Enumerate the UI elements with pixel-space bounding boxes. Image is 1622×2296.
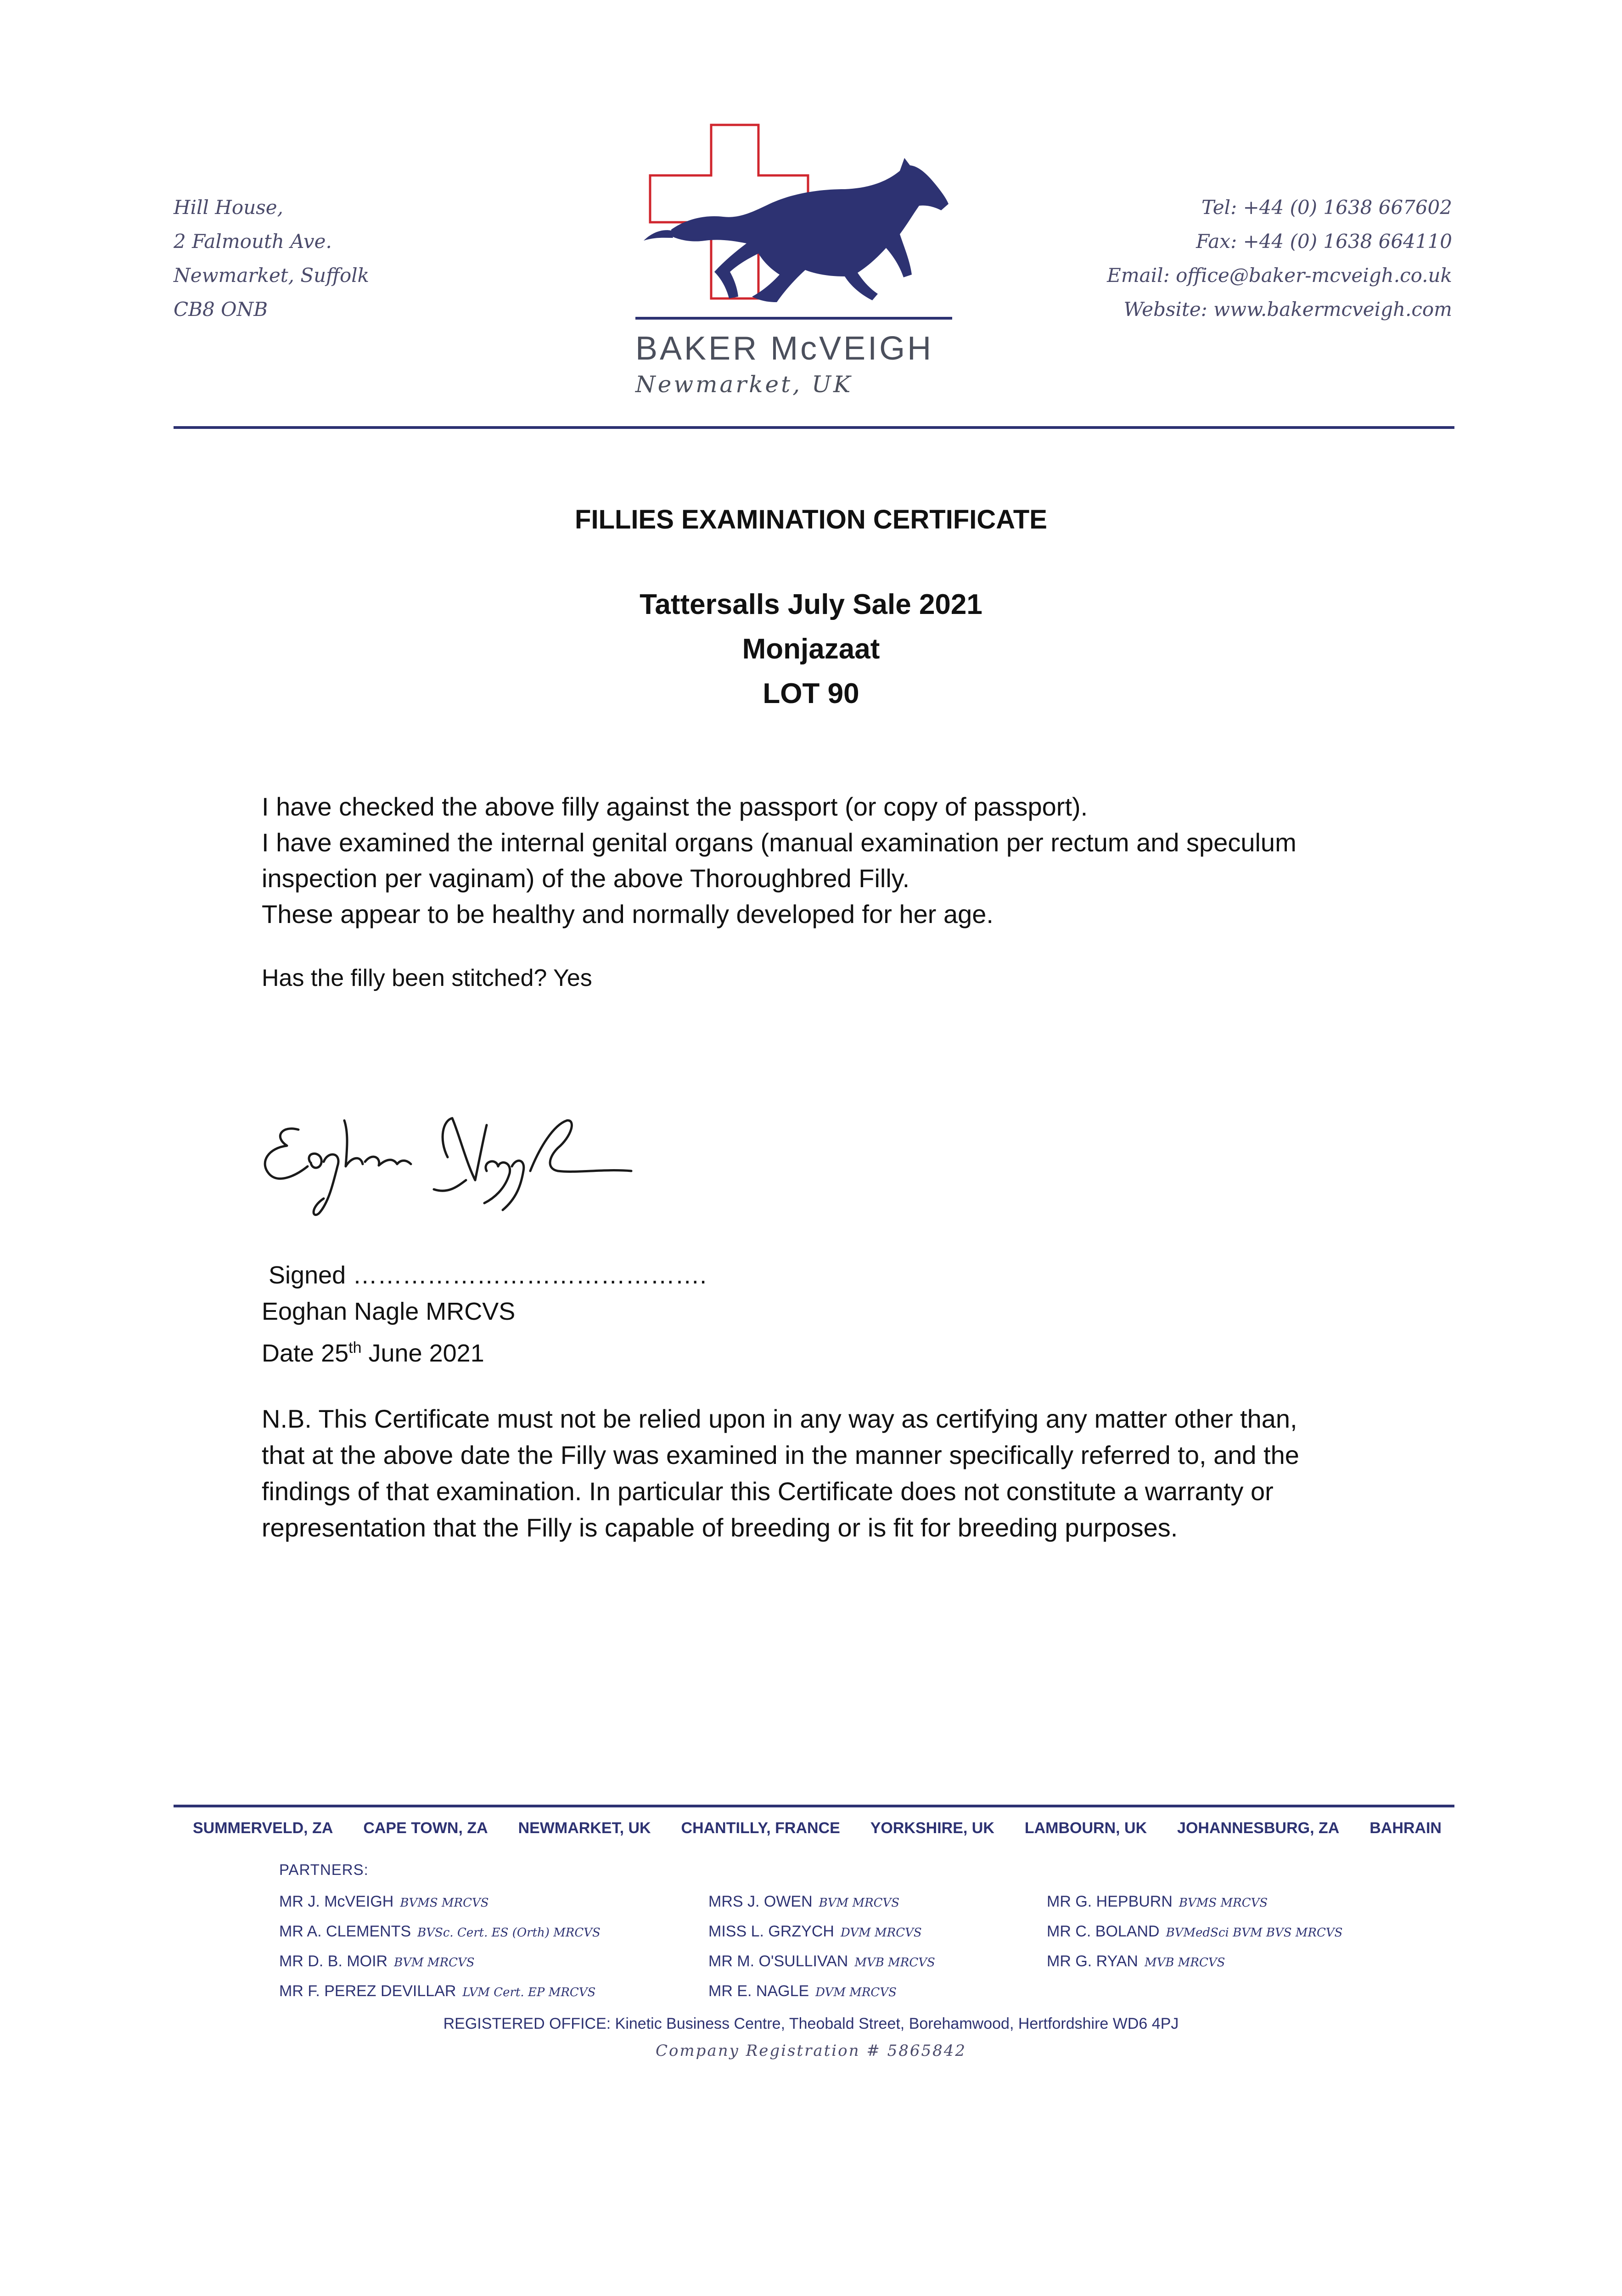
- location: JOHANNESBURG, ZA: [1177, 1819, 1340, 1837]
- location: BAHRAIN: [1369, 1819, 1442, 1837]
- partner-entry: [1047, 1887, 1343, 1917]
- partner-qualification: BVM MRCVS: [819, 1896, 900, 1910]
- partner-qualification: BVSc. Cert. ES (Orth) MRCVS: [417, 1926, 601, 1940]
- email-line: Email: office@baker-mcveigh.co.uk: [1107, 264, 1452, 287]
- location: CHANTILLY, FRANCE: [681, 1819, 840, 1837]
- partner-qualification: MVB MRCVS: [854, 1956, 935, 1970]
- disclaimer-line: that at the above date the Filly was examined in the manner specifically referred to, and the: [262, 1441, 1299, 1469]
- partners-column-1: [279, 1887, 601, 2007]
- examination-date: [262, 1330, 707, 1372]
- partner-entry: [708, 1947, 935, 1977]
- partner-qualification: BVMS MRCVS: [1179, 1896, 1268, 1910]
- partner-name: MR J. McVEIGH: [279, 1893, 394, 1910]
- address-line: Hill House,: [174, 196, 283, 219]
- disclaimer-line: representation that the Filly is capable of breeding or is fit for breeding purposes.: [262, 1513, 1178, 1542]
- partner-qualification: LVM Cert. EP MRCVS: [462, 1986, 596, 1999]
- contact-details: [1107, 191, 1452, 326]
- horse-name: Monjazaat: [742, 633, 880, 665]
- partner-name: MR C. BOLAND: [1047, 1923, 1160, 1940]
- partner-entry: [708, 1887, 935, 1917]
- location: SUMMERVELD, ZA: [193, 1819, 333, 1837]
- signed-line: [262, 1257, 707, 1294]
- signature-block: [262, 1257, 707, 1372]
- signed-text: Signed …………………………………….: [269, 1261, 707, 1289]
- location: CAPE TOWN, ZA: [363, 1819, 488, 1837]
- partner-name: MR G. RYAN: [1047, 1953, 1138, 1970]
- date-label: Date 25: [262, 1339, 349, 1367]
- partners-column-2: [708, 1887, 935, 2007]
- partner-entry: [279, 1917, 601, 1947]
- certificate-title: FILLIES EXAMINATION CERTIFICATE: [575, 505, 1047, 535]
- partner-entry: [708, 1977, 935, 2007]
- disclaimer: [262, 1401, 1386, 1546]
- office-locations: [193, 1819, 1442, 1837]
- disclaimer-line: N.B. This Certificate must not be relied upon in any way as certifying any matter other than,: [262, 1404, 1297, 1433]
- brand-name: BAKER McVEIGH: [635, 330, 934, 367]
- sale-details: [0, 582, 1622, 716]
- location: LAMBOURN, UK: [1024, 1819, 1147, 1837]
- partner-entry: [279, 1977, 601, 2007]
- signatory-name: Eoghan Nagle MRCVS: [262, 1298, 516, 1325]
- statement-line: I have examined the internal genital organs (manual examination per rectum and speculum: [262, 828, 1296, 857]
- partner-name: MR E. NAGLE: [708, 1982, 809, 2000]
- partner-qualification: BVM MRCVS: [394, 1956, 475, 1970]
- partner-name: MISS L. GRZYCH: [708, 1923, 834, 1940]
- date-month-year: June 2021: [361, 1339, 484, 1367]
- partner-name: MR G. HEPBURN: [1047, 1893, 1173, 1910]
- location: NEWMARKET, UK: [518, 1819, 651, 1837]
- partner-name: MR D. B. MOIR: [279, 1953, 388, 1970]
- office-address: [174, 191, 369, 326]
- address-line: 2 Falmouth Ave.: [174, 230, 332, 253]
- fax-line: Fax: +44 (0) 1638 664110: [1196, 230, 1452, 253]
- footer-divider: [174, 1805, 1454, 1807]
- statement-line: I have checked the above filly against the passport (or copy of passport).: [262, 792, 1088, 821]
- partner-entry: [1047, 1917, 1343, 1947]
- partner-name: MRS J. OWEN: [708, 1893, 813, 1910]
- partner-entry: [279, 1887, 601, 1917]
- stitched-question: Has the filly been stitched? Yes: [262, 965, 592, 991]
- examination-statement: [262, 789, 1382, 932]
- address-line: CB8 ONB: [174, 298, 268, 321]
- handwritten-signature: [255, 1093, 677, 1231]
- registered-office: REGISTERED OFFICE: Kinetic Business Centre, Theobald Street, Borehamwood, Hertfordshire WD6 4PJ: [443, 2015, 1179, 2032]
- brand-location: Newmarket, UK: [635, 371, 853, 398]
- company-registration: Company Registration # 5865842: [655, 2042, 967, 2060]
- sale-name: Tattersalls July Sale 2021: [640, 589, 982, 620]
- partners-column-3: [1047, 1887, 1343, 1977]
- partner-name: MR F. PEREZ DEVILLAR: [279, 1982, 456, 2000]
- partner-qualification: MVB MRCVS: [1145, 1956, 1225, 1970]
- location: YORKSHIRE, UK: [870, 1819, 994, 1837]
- partner-qualification: BVMedSci BVM BVS MRCVS: [1166, 1926, 1343, 1940]
- phone-line: Tel: +44 (0) 1638 667602: [1201, 196, 1452, 219]
- partners-label: PARTNERS:: [279, 1861, 369, 1878]
- partner-qualification: BVMS MRCVS: [400, 1896, 489, 1910]
- partner-entry: [279, 1947, 601, 1977]
- partner-qualification: DVM MRCVS: [815, 1986, 897, 1999]
- partner-name: MR A. CLEMENTS: [279, 1923, 411, 1940]
- address-line: Newmarket, Suffolk: [174, 264, 370, 287]
- partner-name: MR M. O'SULLIVAN: [708, 1953, 848, 1970]
- header-divider: [174, 426, 1454, 429]
- website-line: Website: www.bakermcveigh.com: [1123, 298, 1452, 321]
- lot-number: LOT 90: [763, 678, 859, 709]
- statement-line: inspection per vaginam) of the above Thoroughbred Filly.: [262, 864, 910, 893]
- statement-line: These appear to be healthy and normally developed for her age.: [262, 900, 993, 929]
- date-suffix: th: [348, 1339, 362, 1356]
- partner-entry: [1047, 1947, 1343, 1977]
- partner-qualification: DVM MRCVS: [840, 1926, 922, 1940]
- disclaimer-line: findings of that examination. In particular this Certificate does not constitute a warranty or: [262, 1477, 1274, 1506]
- partner-entry: [708, 1917, 935, 1947]
